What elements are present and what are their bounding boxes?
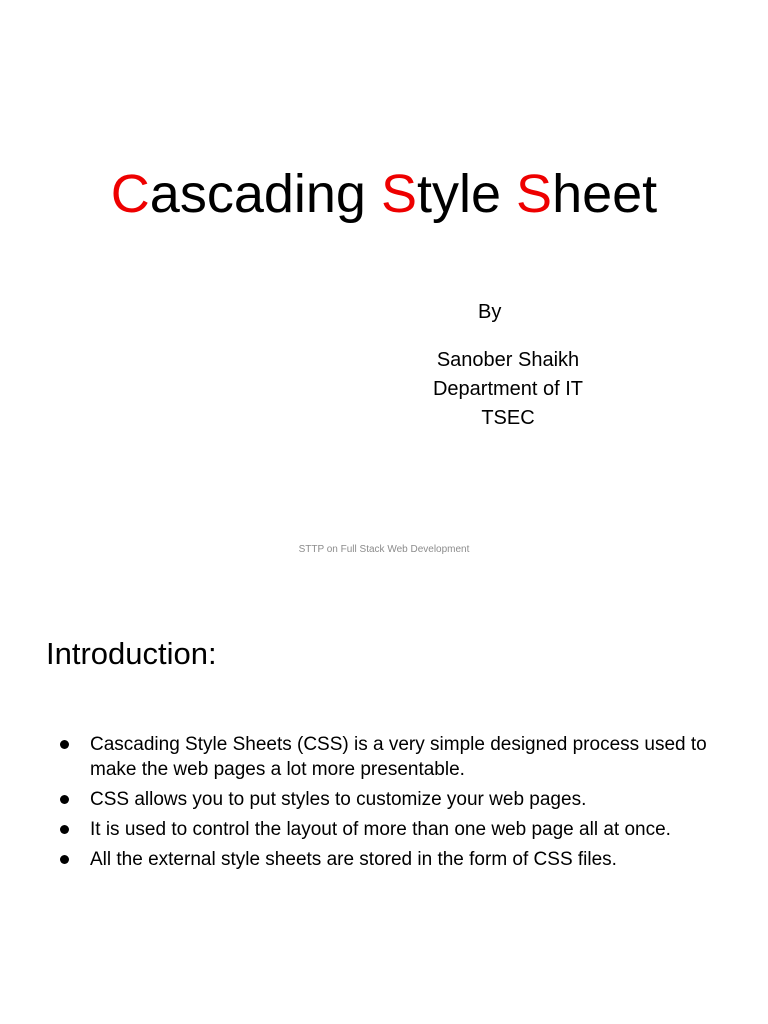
bullet-text: Cascading Style Sheets (CSS) is a very simple designed process used to make the web pages a lot more presentable.: [90, 734, 707, 780]
bullet-icon: [60, 740, 69, 749]
bullet-icon: [60, 825, 69, 834]
bullet-text: It is used to control the layout of more than one web page all at once.: [90, 819, 671, 840]
by-label: By: [478, 301, 502, 323]
bullet-list: [58, 732, 738, 877]
slide-footer: STTP on Full Stack Web Development: [298, 544, 470, 555]
bullet-icon: [60, 855, 69, 864]
slide-title: [0, 160, 768, 228]
title-part-tyle: tyle: [417, 164, 517, 224]
bullet-text: CSS allows you to put styles to customize your web pages.: [90, 789, 587, 810]
author-institution: TSEC: [481, 407, 535, 429]
author-block: [400, 346, 616, 433]
list-item: [58, 817, 738, 842]
list-item: [58, 847, 738, 872]
bullet-text: All the external style sheets are stored in the form of CSS files.: [90, 849, 617, 870]
introduction-heading: Introduction:: [46, 636, 217, 671]
introduction-slide: [0, 590, 768, 1024]
author-department: Department of IT: [432, 378, 584, 400]
title-letter-s1: S: [380, 164, 417, 224]
author-name: Sanober Shaikh: [436, 349, 580, 371]
list-item: [58, 787, 738, 812]
list-item: [58, 732, 738, 782]
title-letter-c: C: [110, 164, 150, 224]
title-part-ascading: ascading: [149, 164, 381, 224]
title-part-heet: heet: [552, 164, 658, 224]
bullet-icon: [60, 795, 69, 804]
title-letter-s2: S: [516, 164, 553, 224]
